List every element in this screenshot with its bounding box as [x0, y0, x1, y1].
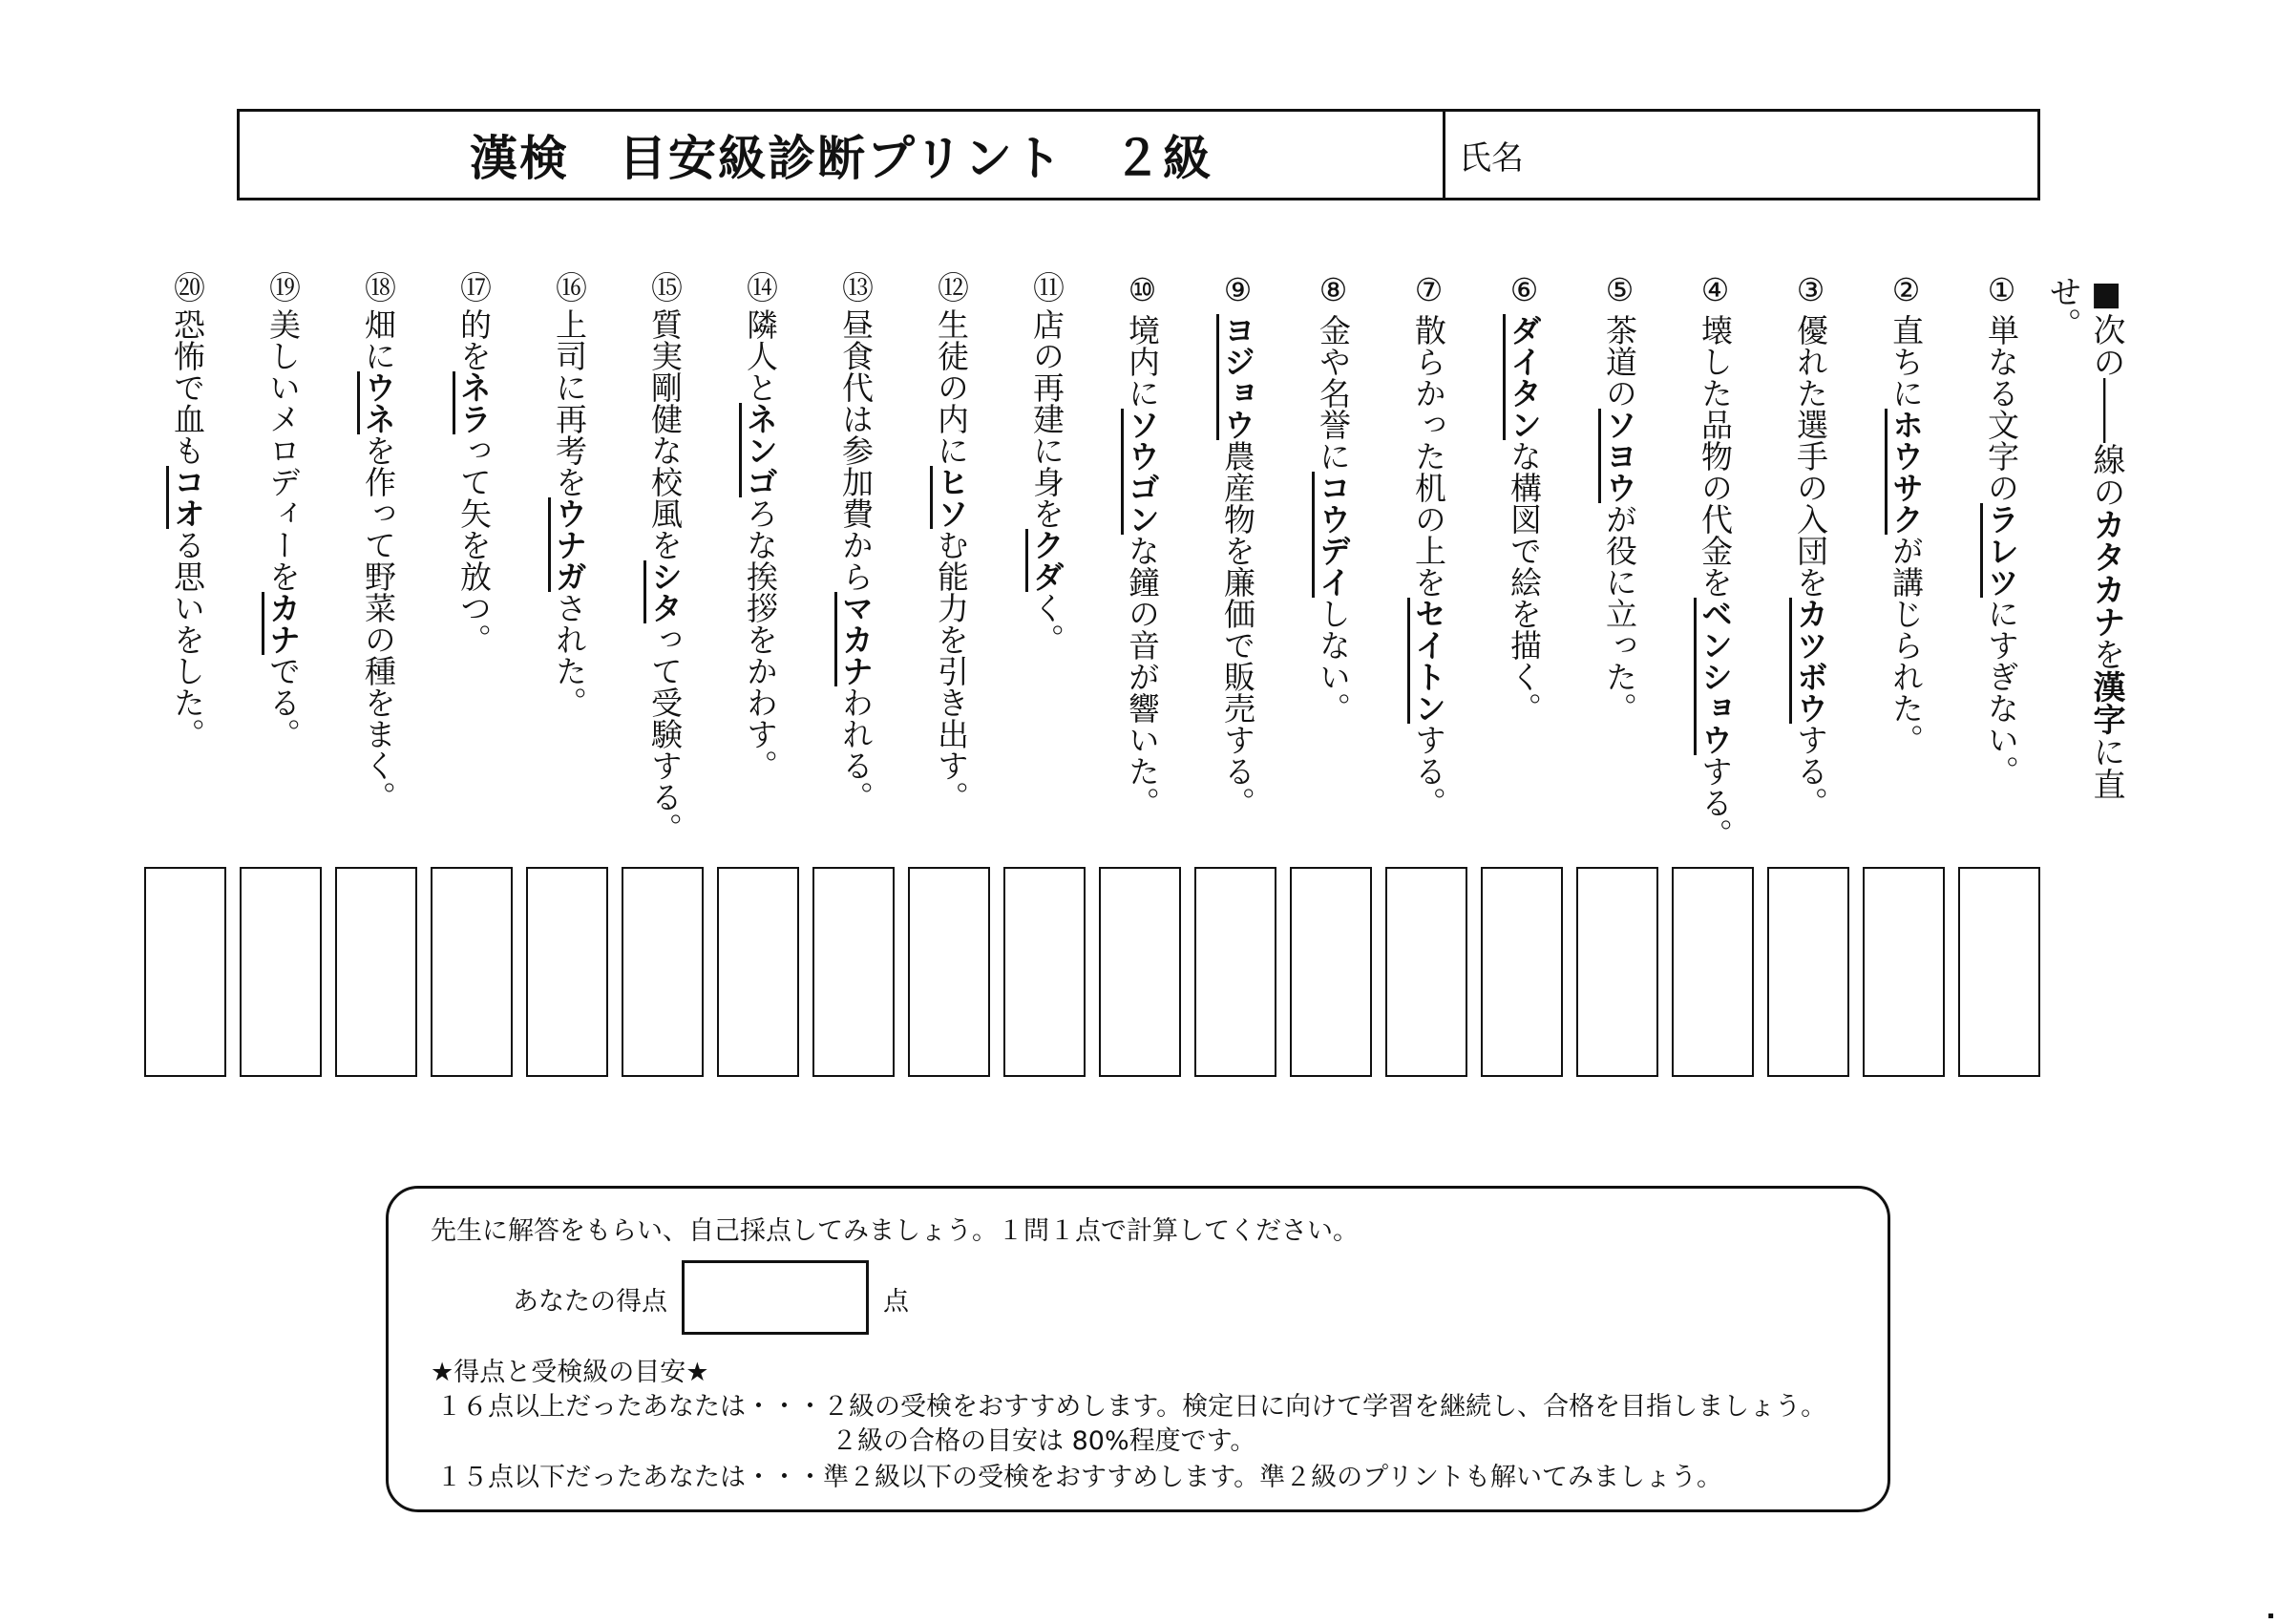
question-14: ⑭隣人とネンゴろな挨拶をかわす。 — [738, 271, 782, 844]
score-panel — [386, 1186, 1890, 1512]
answer-box-19[interactable] — [240, 867, 322, 1077]
score-unit: 点 — [883, 1287, 909, 1317]
answer-box-17[interactable] — [431, 867, 513, 1077]
answer-box-15[interactable] — [622, 867, 704, 1077]
katakana-target: ダイタン — [1503, 314, 1543, 440]
question-4: ④壊した品物の代金をベンショウする。 — [1693, 271, 1737, 844]
question-8: ⑧金や名誉にコウデイしない。 — [1311, 271, 1355, 844]
question-number: ⑲ — [264, 271, 302, 303]
question-number: ③ — [1792, 271, 1829, 308]
katakana-target: ヒソ — [930, 466, 970, 529]
question-18: ⑱畑にウネを作って野菜の種をまく。 — [356, 271, 400, 844]
question-6: ⑥ダイタンな構図で絵を描く。 — [1502, 271, 1546, 844]
answer-box-11[interactable] — [1003, 867, 1086, 1077]
question-number: ⑪ — [1028, 271, 1065, 303]
katakana-target: ベンショウ — [1694, 598, 1734, 755]
answer-box-5[interactable] — [1576, 867, 1658, 1077]
answer-box-6[interactable] — [1481, 867, 1563, 1077]
question-number: ⑮ — [646, 271, 684, 303]
answer-box-4[interactable] — [1672, 867, 1754, 1077]
name-label: 氏名 — [1459, 138, 1524, 178]
question-13: ⑬昼食代は参加費からマカナわれる。 — [833, 271, 877, 844]
question-5: ⑤茶道のソヨウが役に立った。 — [1597, 271, 1641, 844]
katakana-target: ヨジョウ — [1216, 314, 1256, 440]
question-20: ⑳恐怖で血もコオる思いをした。 — [165, 271, 209, 844]
answer-box-9[interactable] — [1194, 867, 1276, 1077]
question-19: ⑲美しいメロディーをカナでる。 — [261, 271, 305, 844]
instruction-text: ■次の――線のカタカナを漢字に直せ。 — [2084, 275, 2128, 829]
katakana-target: ウナガ — [548, 497, 588, 592]
page-dot — [2268, 1613, 2273, 1618]
answer-box-10[interactable] — [1099, 867, 1181, 1077]
answer-box-3[interactable] — [1767, 867, 1849, 1077]
question-number: ⑤ — [1601, 271, 1638, 308]
question-7: ⑦散らかった机の上をセイトンする。 — [1406, 271, 1450, 844]
question-2: ②直ちにホウサクが講じられた。 — [1884, 271, 1928, 844]
katakana-target: カナ — [262, 592, 302, 655]
answer-box-14[interactable] — [717, 867, 799, 1077]
underline-sample: ―― — [2087, 378, 2125, 443]
answer-box-1[interactable] — [1958, 867, 2040, 1077]
question-number: ⑳ — [169, 271, 206, 303]
guide-title: ★得点と受検級の目安★ — [431, 1358, 709, 1387]
question-9: ⑨ヨジョウ農産物を廉価で販売する。 — [1215, 271, 1259, 844]
answer-box-13[interactable] — [812, 867, 895, 1077]
question-number: ⑧ — [1315, 271, 1352, 308]
katakana-target: クダ — [1025, 529, 1065, 592]
question-17: ⑰的をネラって矢を放つ。 — [452, 271, 496, 844]
katakana-target: ネラ — [453, 371, 493, 434]
question-number: ⑩ — [1124, 271, 1161, 308]
katakana-target: マカナ — [834, 592, 875, 686]
katakana-target: ネンゴ — [739, 403, 779, 497]
katakana-target: ホウサク — [1885, 409, 1925, 535]
question-12: ⑫生徒の内にヒソむ能力を引き出す。 — [929, 271, 973, 844]
guide-line-3: １５点以下だったあなたは・・・準２級以下の受検をおすすめします。準２級のプリントも解いてみましょう。 — [436, 1463, 1723, 1492]
question-number: ⑨ — [1219, 271, 1256, 308]
answer-box-8[interactable] — [1290, 867, 1372, 1077]
question-number: ⑭ — [742, 271, 779, 303]
question-11: ⑪店の再建に身をクダく。 — [1024, 271, 1068, 844]
katakana-target: シタ — [643, 560, 684, 623]
name-field[interactable] — [1445, 112, 2037, 198]
answer-box-20[interactable] — [144, 867, 226, 1077]
katakana-target: カツボウ — [1789, 598, 1829, 724]
katakana-target: コオ — [166, 466, 206, 529]
question-number: ⑬ — [837, 271, 875, 303]
katakana-target: コウデイ — [1312, 472, 1352, 598]
katakana-target: ラレツ — [1980, 503, 2020, 598]
answer-box-12[interactable] — [908, 867, 990, 1077]
worksheet-title: 漢検 目安級診断プリント ２級 — [240, 112, 1445, 198]
question-1: ①単なる文字のラレツにすぎない。 — [1979, 271, 2023, 844]
instruction-marker-icon: ■ — [2087, 275, 2125, 313]
answer-box-16[interactable] — [526, 867, 608, 1077]
question-number: ⑫ — [933, 271, 970, 303]
score-intro: 先生に解答をもらい、自己採点してみましょう。１問１点で計算してください。 — [431, 1216, 1359, 1246]
question-15: ⑮質実剛健な校風をシタって受験する。 — [643, 271, 686, 844]
katakana-target: ソヨウ — [1598, 409, 1638, 503]
question-number: ④ — [1697, 271, 1734, 308]
answer-box-18[interactable] — [335, 867, 417, 1077]
guide-line-1: １６点以上だったあなたは・・・２級の受検をおすすめします。検定日に向けて学習を継続し、合格を目指しましょう。 — [436, 1392, 1827, 1422]
question-number: ① — [1983, 271, 2020, 308]
question-number: ⑦ — [1410, 271, 1447, 308]
score-input-box[interactable] — [682, 1260, 869, 1335]
katakana-target: セイトン — [1407, 598, 1447, 724]
question-number: ⑱ — [360, 271, 397, 303]
question-16: ⑯上司に再考をウナガされた。 — [547, 271, 591, 844]
guide-line-2: ２級の合格の目安は 80%程度です。 — [832, 1426, 1256, 1456]
answer-box-2[interactable] — [1863, 867, 1945, 1077]
score-label: あなたの得点 — [513, 1287, 667, 1317]
question-10: ⑩境内にソウゴンな鐘の音が響いた。 — [1120, 271, 1164, 844]
katakana-target: ソウゴン — [1121, 409, 1161, 535]
answer-box-7[interactable] — [1385, 867, 1467, 1077]
question-number: ⑰ — [455, 271, 493, 303]
worksheet-header — [237, 109, 2040, 200]
question-3: ③優れた選手の入団をカツボウする。 — [1788, 271, 1832, 844]
question-number: ⑥ — [1506, 271, 1543, 308]
question-number: ② — [1888, 271, 1925, 308]
katakana-target: ウネ — [357, 371, 397, 434]
question-number: ⑯ — [551, 271, 588, 303]
